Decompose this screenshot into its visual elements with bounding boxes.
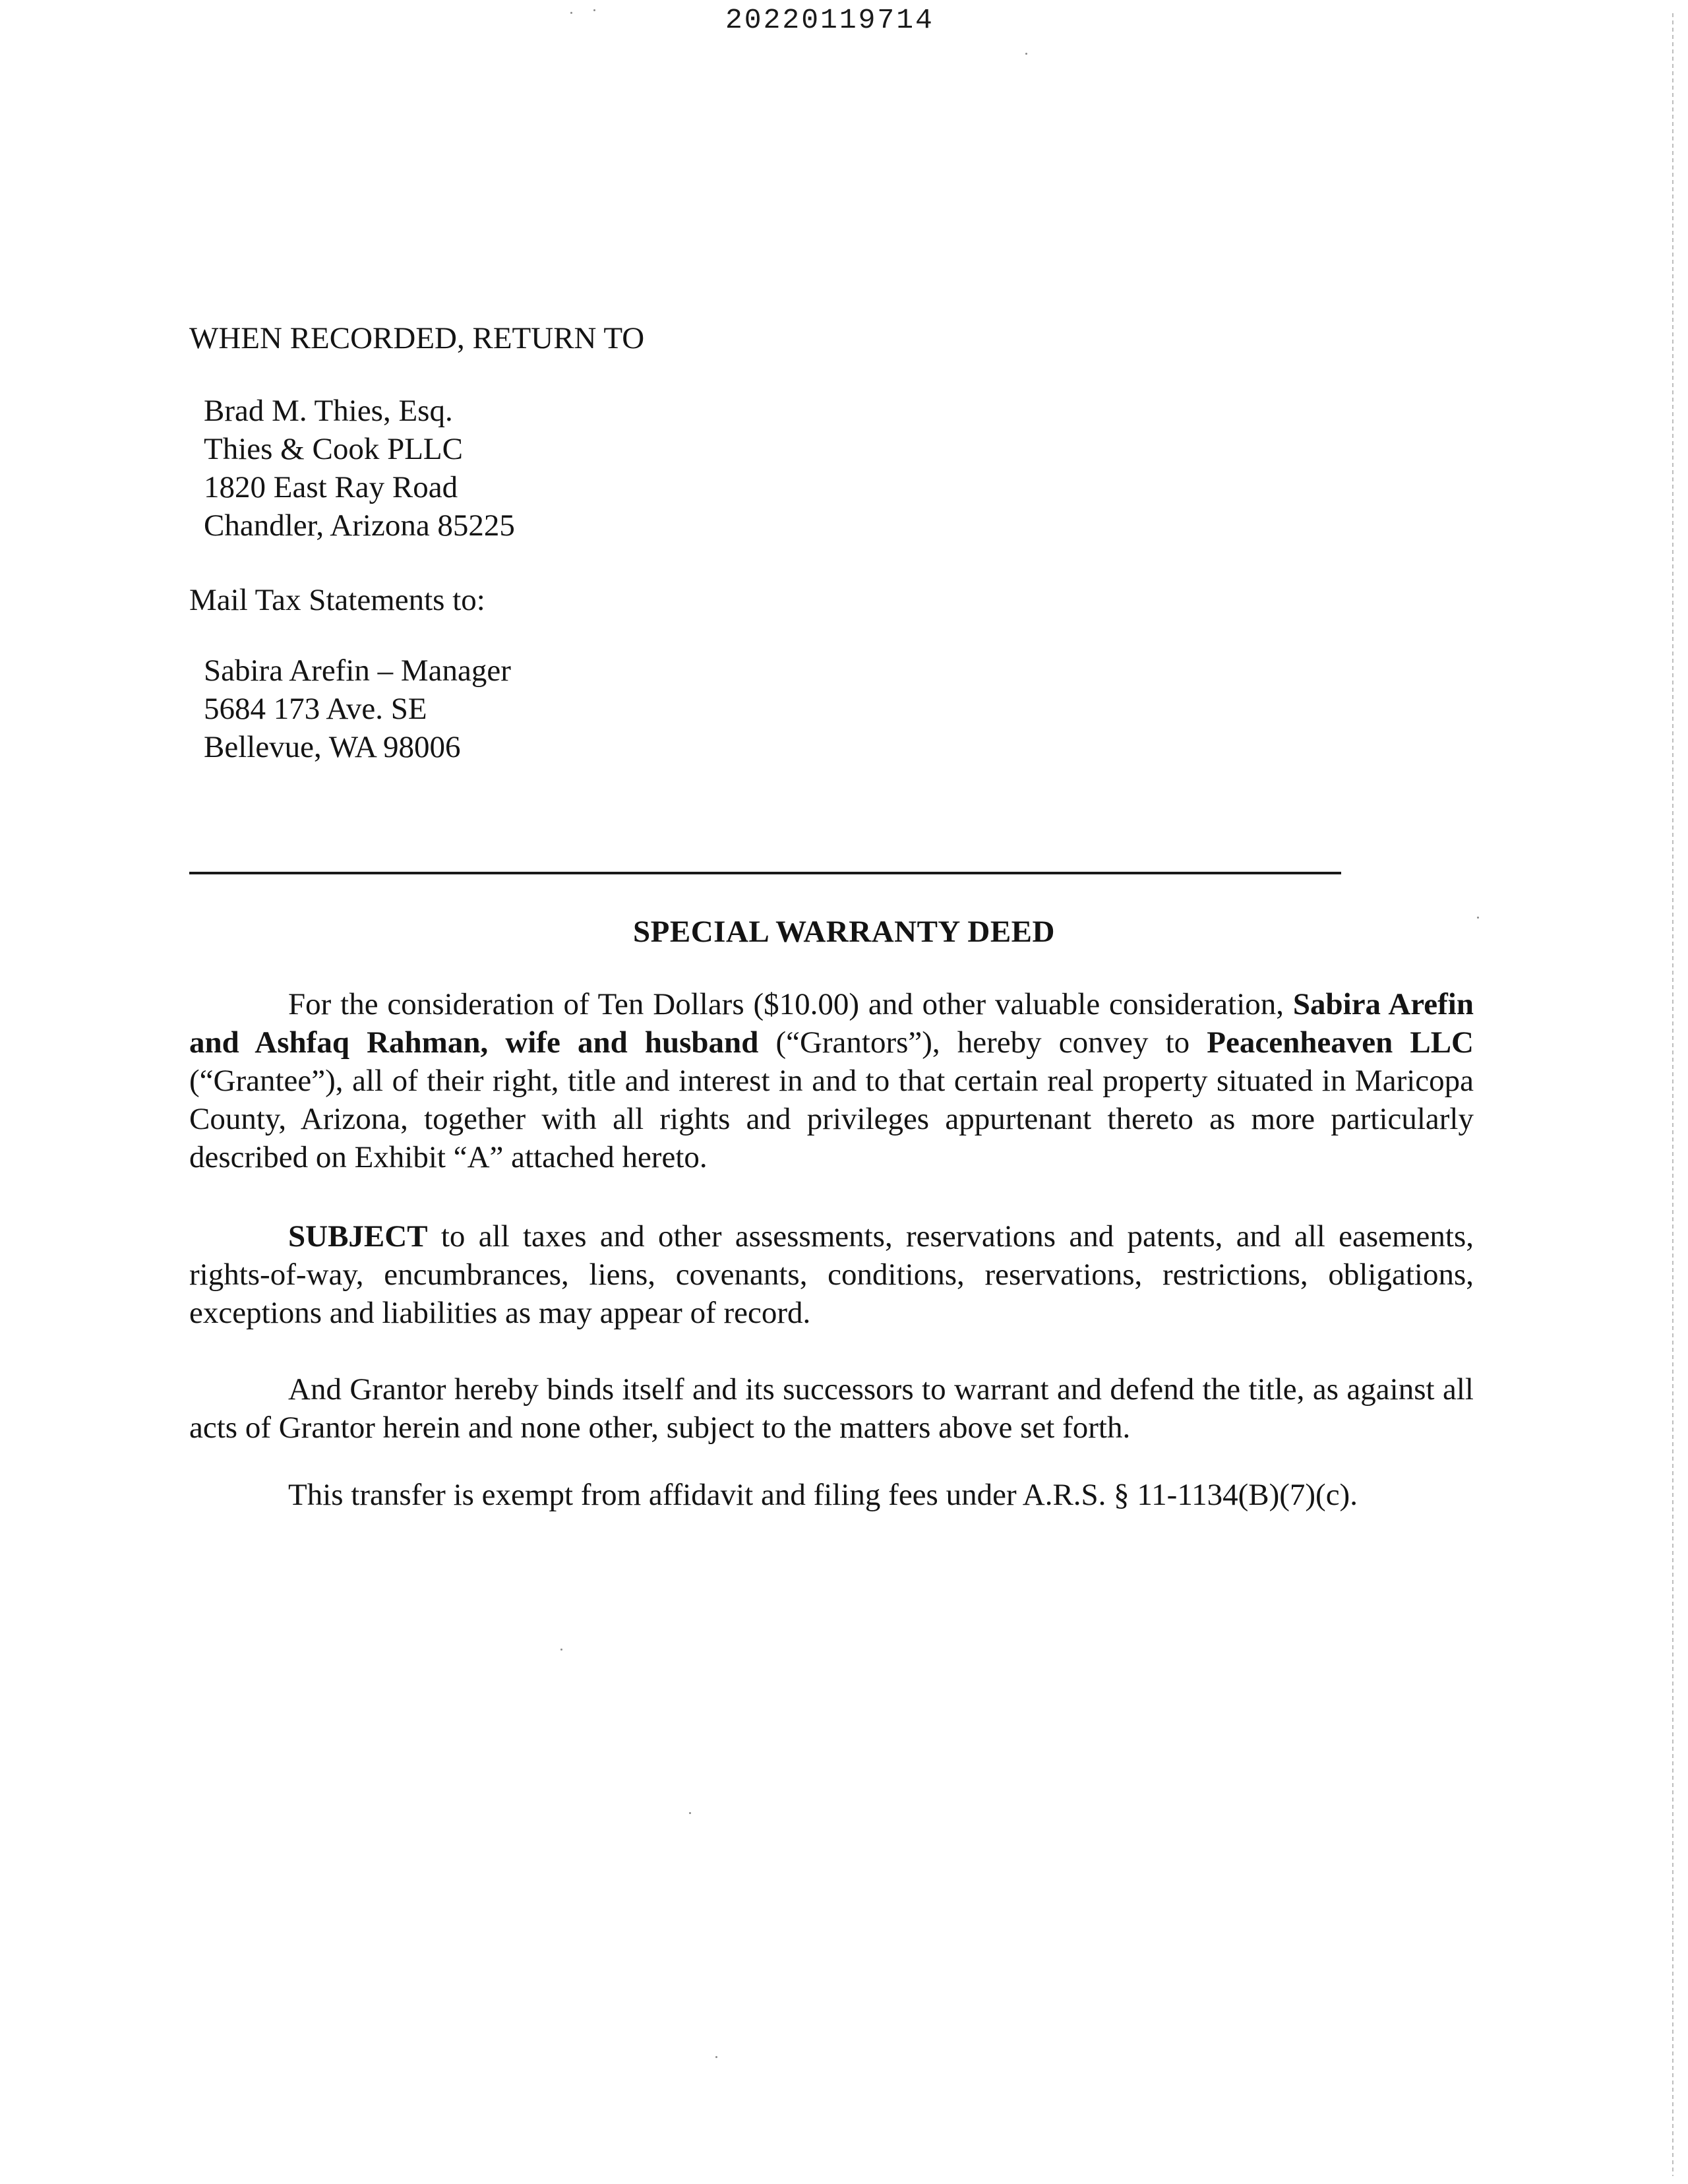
tax-statements-address <box>204 652 511 766</box>
address-line: Thies & Cook PLLC <box>204 432 463 466</box>
paragraph-text: to all taxes and other assessments, reservations and patents, and all easements, rights-of-way, encumbrances, liens, covenants, conditions, reservations, restrictions, obligations, exceptions and liabilities as may appear of record. <box>189 1219 1474 1330</box>
address-line: 5684 173 Ave. SE <box>204 692 427 726</box>
scan-speck <box>1477 917 1479 919</box>
paragraph-text: (“Grantee”), all of their right, title and interest in and to that certain real property situated in Maricopa County, Arizona, together with all rights and privileges appurtenant thereto as more particularly described on Exhibit “A” attached hereto. <box>189 1064 1474 1174</box>
return-to-address <box>204 392 515 545</box>
exemption-statement: This transfer is exempt from affidavit and filing fees under A.R.S. § 11-1134(B)(7)(c). <box>288 1478 1358 1512</box>
scan-speck <box>1025 53 1027 55</box>
scan-speck <box>570 12 572 14</box>
grantee-name: Peacenheaven LLC <box>1207 1025 1474 1060</box>
recording-number: 20220119714 <box>725 4 934 36</box>
scan-speck <box>593 9 595 11</box>
scan-speck <box>560 1649 562 1651</box>
address-line: Sabira Arefin – Manager <box>204 653 511 688</box>
address-line: Bellevue, WA 98006 <box>204 730 461 764</box>
subject-label: SUBJECT <box>288 1219 428 1254</box>
address-line: Brad M. Thies, Esq. <box>204 394 453 428</box>
divider-line <box>189 872 1341 874</box>
return-to-heading: WHEN RECORDED, RETURN TO <box>189 321 645 355</box>
address-line: Chandler, Arizona 85225 <box>204 508 515 543</box>
warranty-paragraph: And Grantor hereby binds itself and its successors to warrant and defend the title, as against all acts of Grantor herein and none other, subject to the matters above set forth. <box>189 1372 1474 1445</box>
paragraph-text: (“Grantors”), hereby convey to <box>758 1025 1207 1060</box>
scan-speck <box>715 2056 717 2058</box>
grantors-names: Sabira Arefin and Ashfaq Rahman, wife and husband <box>189 987 1474 1060</box>
address-line: 1820 East Ray Road <box>204 470 458 504</box>
scan-edge <box>1672 13 1673 2176</box>
subject-paragraph <box>189 1217 1474 1332</box>
paragraph-text: For the consideration of Ten Dollars ($10.00) and other valuable consideration, <box>288 987 1293 1021</box>
tax-statements-heading: Mail Tax Statements to: <box>189 583 485 617</box>
scan-speck <box>689 1812 691 1814</box>
deed-title: SPECIAL WARRANTY DEED <box>633 915 1055 949</box>
consideration-paragraph <box>189 985 1474 1176</box>
